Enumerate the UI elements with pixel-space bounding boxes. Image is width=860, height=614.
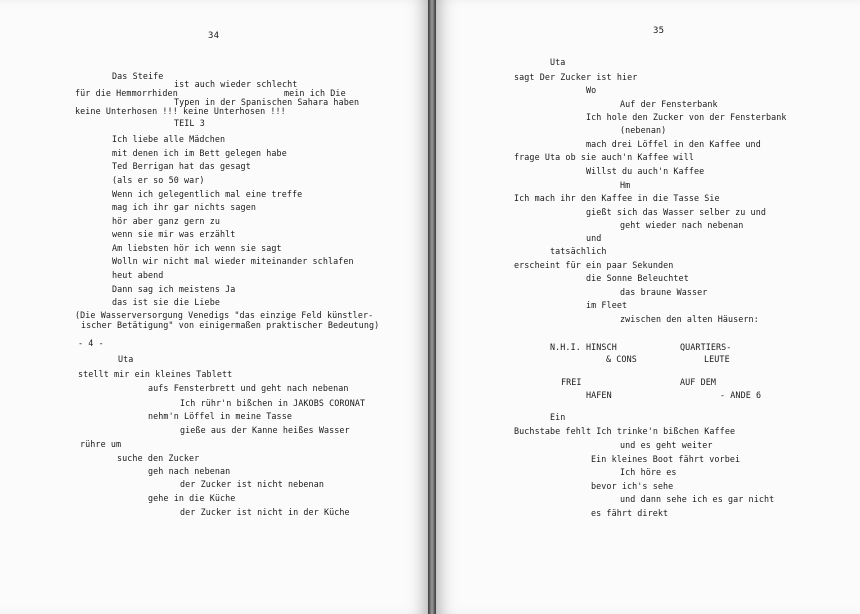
text-line: im Fleet [586,300,628,310]
text-line: gehe in die Küche [148,493,236,503]
text-line: mach drei Löffel in den Kaffee und [586,139,761,149]
sign-text: HAFEN [586,390,612,400]
text-line: Ich hole den Zucker von der Fensterbank [586,112,787,122]
text-line: ischer Betätigung" von einigermaßen praktischer Bedeutung) [81,320,380,330]
text-line: es fährt direkt [591,508,669,518]
text-line: das ist sie die Liebe [112,297,220,307]
sign-text: & CONS [606,354,637,364]
text-line: stellt mir ein kleines Tablett [78,369,233,379]
text-line: Uta [550,57,566,67]
text-line: der Zucker ist nicht nebenan [180,479,324,489]
text-line: Ein kleines Boot fährt vorbei [591,454,741,464]
text-line: Am liebsten hör ich wenn sie sagt [112,243,282,253]
text-line: suche den Zucker [117,453,200,463]
book-gutter [428,0,436,614]
text-line: Ein [550,412,566,422]
text-line: hör aber ganz gern zu [112,216,220,226]
left-page [0,0,428,614]
text-line: Ted Berrigan hat das gesagt [112,161,251,171]
text-line: Auf der Fensterbank [620,99,718,109]
text-line: (nebenan) [620,125,667,135]
text-line: Willst du auch'n Kaffee [586,166,705,176]
text-line: aufs Fensterbrett und geht nach nebenan [148,383,349,393]
text-line: Wo [586,85,597,95]
text-line: Ich liebe alle Mädchen [112,134,226,144]
text-line: keine Unterhosen !!! keine Unterhosen !!! [75,106,286,116]
text-line: Dann sag ich meistens Ja [112,284,236,294]
sign-text: N.H.I. HINSCH [550,342,617,352]
text-line: und es geht weiter [620,440,713,450]
text-line: Buchstabe fehlt Ich trinke'n bißchen Kaffee [514,426,736,436]
text-line: das braune Wasser [620,287,708,297]
text-line: die Sonne Beleuchtet [586,273,689,283]
text-line: gießt sich das Wasser selber zu und [586,207,766,217]
page-number: 35 [653,26,665,36]
text-line: gieße aus der Kanne heißes Wasser [180,425,350,435]
text-line: der Zucker ist nicht in der Küche [180,507,350,517]
page-number: 34 [208,31,220,41]
sign-text: AUF DEM [680,377,716,387]
text-line: nehm'n Löffel in meine Tasse [148,411,292,421]
text-line: frage Uta ob sie auch'n Kaffee will [514,152,694,162]
sign-text: - ANDE 6 [720,390,762,400]
text-line: Typen in der Spanischen Sahara haben [174,97,360,107]
text-line: Das Steife [112,71,164,81]
section-number: - 4 - [78,338,104,348]
text-line: (Die Wasserversorgung Venedigs "das einzige Feld künstler- [75,310,374,320]
text-line: bevor ich's sehe [591,481,674,491]
text-line: rühre um [80,439,122,449]
right-page [436,0,860,614]
text-line: und dann sehe ich es gar nicht [620,494,775,504]
text-line: Ich rühr'n bißchen in JAKOBS CORONAT [180,398,366,408]
text-line: mag ich ihr gar nichts sagen [112,202,256,212]
text-line: für die Hemmorrhiden [75,88,178,98]
text-line: wenn sie mir was erzählt [112,229,236,239]
sign-text: FREI [561,377,582,387]
text-line: tatsächlich [550,246,607,256]
text-line: mein ich Die [284,88,346,98]
text-line: Wenn ich gelegentlich mal eine treffe [112,189,303,199]
text-line: Wolln wir nicht mal wieder miteinander schlafen [112,256,354,266]
text-line: zwischen den alten Häusern: [620,314,759,324]
text-line: ist auch wieder schlecht [174,79,298,89]
text-line: und [586,233,602,243]
sign-text: LEUTE [704,354,730,364]
text-line: Ich mach ihr den Kaffee in die Tasse Sie [514,193,720,203]
text-line: Ich höre es [620,467,677,477]
text-line: TEIL 3 [174,118,205,128]
sign-text: QUARTIERS- [680,342,732,352]
text-line: sagt Der Zucker ist hier [514,72,638,82]
text-line: geh nach nebenan [148,466,231,476]
text-line: mit denen ich im Bett gelegen habe [112,148,287,158]
text-line: erscheint für ein paar Sekunden [514,260,674,270]
text-line: (als er so 50 war) [112,175,205,185]
text-line: Hm [620,180,631,190]
text-line: heut abend [112,270,164,280]
text-line: Uta [118,354,134,364]
text-line: geht wieder nach nebenan [620,220,744,230]
